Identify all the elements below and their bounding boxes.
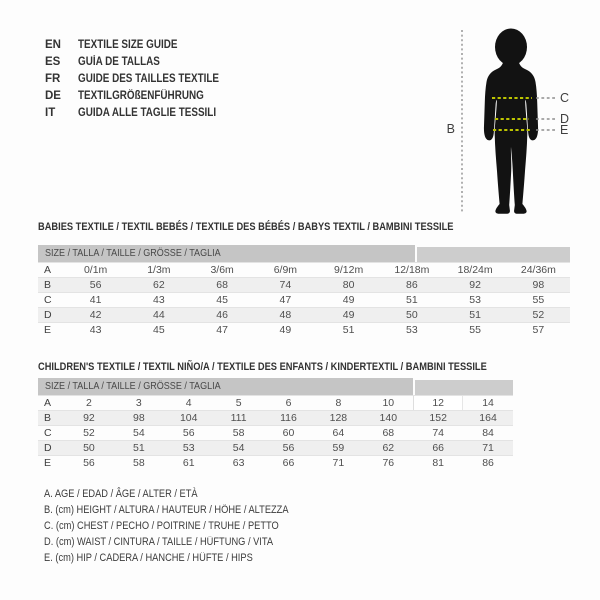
guide-title: GUIDE DES TAILLES TEXTILE	[78, 73, 220, 85]
size-cell: 52	[83, 427, 95, 439]
table-row	[38, 410, 513, 425]
size-cell: 0/1m	[83, 264, 108, 276]
row-label: B	[44, 279, 52, 291]
size-cell: 52	[532, 309, 545, 321]
size-cell: 46	[216, 309, 228, 321]
size-cell: 51	[406, 294, 418, 306]
size-cell: 53	[182, 442, 195, 454]
chest-label: C	[560, 91, 570, 105]
size-cell: 55	[532, 294, 545, 306]
language-title-list	[45, 37, 242, 122]
size-cell: 49	[342, 294, 355, 306]
children-table-title-text: CHILDREN'S TEXTILE / TEXTIL NIÑO/A / TEXTILE DES ENFANTS / KINDERTEXTIL / BAMBINI TESSILE	[38, 361, 487, 373]
legend-text: A. AGE / EDAD / ÂGE / ALTER / ETÀ	[44, 488, 198, 500]
header-bar-seam	[415, 245, 570, 262]
size-cell: 53	[406, 324, 418, 336]
legend-text: C. (cm) CHEST / PECHO / POITRINE / TRUHE / PETTO	[44, 520, 279, 532]
children-rows	[38, 395, 513, 470]
size-cell: 45	[216, 294, 228, 306]
height-label: B	[446, 122, 455, 136]
size-cell: 49	[342, 309, 355, 321]
size-cell: 47	[216, 324, 228, 336]
size-cell: 53	[469, 294, 481, 306]
size-cell: 61	[182, 457, 195, 469]
size-cell: 12/18m	[394, 264, 430, 276]
size-cell: 104	[179, 412, 198, 424]
legend-line-height	[44, 502, 328, 518]
language-row	[45, 54, 242, 71]
size-cell: 68	[216, 279, 228, 291]
babies-table-title	[38, 221, 521, 233]
row-label: A	[44, 264, 52, 276]
size-cell: 111	[230, 412, 247, 424]
size-cell: 43	[153, 294, 165, 306]
size-cell: 54	[132, 427, 145, 439]
size-header-label: SIZE / TALLA / TAILLE / GRÖSSE / TAGLIA	[45, 247, 221, 259]
row-label: C	[44, 427, 52, 439]
row-label: D	[44, 309, 52, 321]
row-label: E	[44, 324, 52, 336]
language-row	[45, 37, 242, 54]
size-cell: 56	[282, 442, 295, 454]
size-cell: 2	[86, 397, 92, 409]
size-cell: 6/9m	[273, 264, 298, 276]
size-cell: 86	[482, 457, 494, 469]
children-size-header-bar	[38, 378, 513, 395]
table-row	[38, 322, 570, 337]
row-label: E	[44, 457, 52, 469]
language-row	[45, 105, 242, 122]
size-header-label: SIZE / TALLA / TAILLE / GRÖSSE / TAGLIA	[45, 380, 221, 392]
size-cell: 92	[469, 279, 481, 291]
child-measurement-figure	[438, 12, 592, 224]
guide-title: GUÍA DE TALLAS	[78, 56, 160, 68]
size-cell: 8	[335, 397, 342, 409]
table-row	[38, 307, 570, 322]
hip-label: E	[560, 123, 569, 137]
size-cell: 3/6m	[210, 264, 234, 276]
table-row	[38, 262, 570, 277]
language-code: ES	[45, 56, 61, 68]
size-cell: 12	[413, 396, 463, 410]
size-cell: 81	[432, 457, 445, 469]
size-cell: 84	[482, 427, 494, 439]
children-table-title	[38, 361, 560, 373]
language-code: FR	[45, 73, 61, 85]
size-cell: 48	[279, 309, 292, 321]
size-cell: 92	[83, 412, 95, 424]
legend-line-hip	[44, 550, 328, 566]
waist-label: D	[560, 112, 570, 126]
legend-text: B. (cm) HEIGHT / ALTURA / HAUTEUR / HÖHE / ALTEZZA	[44, 504, 289, 516]
language-code: DE	[45, 90, 61, 102]
size-cell: 80	[342, 279, 355, 291]
size-cell: 116	[280, 412, 297, 424]
size-cell: 56	[182, 427, 195, 439]
language-code: EN	[45, 39, 61, 51]
babies-size-header-bar	[38, 245, 570, 262]
size-cell: 152	[429, 412, 447, 424]
babies-table-title-text: BABIES TEXTILE / TEXTIL BEBÉS / TEXTILE DES BÉBÉS / BABYS TEXTIL / BAMBINI TESSILE	[38, 221, 454, 233]
size-cell: 5	[235, 397, 242, 409]
header-bar-seam	[413, 378, 513, 395]
size-cell: 41	[89, 294, 102, 306]
size-cell: 18/24m	[457, 264, 493, 276]
size-cell: 98	[532, 279, 545, 291]
size-cell: 24/36m	[520, 264, 556, 276]
size-cell: 54	[232, 442, 245, 454]
size-cell: 76	[382, 457, 395, 469]
size-cell: 74	[432, 427, 445, 439]
size-cell: 10	[382, 397, 395, 409]
size-cell: 56	[89, 279, 102, 291]
row-label: D	[44, 442, 52, 454]
legend-text: E. (cm) HIP / CADERA / HANCHE / HÜFTE / HIPS	[44, 552, 253, 564]
table-row	[38, 277, 570, 292]
size-cell: 59	[332, 442, 345, 454]
size-cell: 42	[89, 309, 102, 321]
size-cell: 98	[132, 412, 145, 424]
size-cell: 56	[83, 457, 95, 469]
size-cell: 62	[153, 279, 165, 291]
table-row	[38, 440, 513, 455]
language-row	[45, 88, 242, 105]
language-code: IT	[45, 107, 56, 119]
size-cell: 51	[132, 442, 145, 454]
size-cell: 62	[382, 442, 395, 454]
size-cell: 68	[382, 427, 395, 439]
size-cell: 51	[469, 309, 481, 321]
size-cell: 51	[342, 324, 355, 336]
babies-rows	[38, 262, 570, 337]
size-cell: 63	[232, 457, 245, 469]
table-row	[38, 292, 570, 307]
row-label: B	[44, 412, 52, 424]
size-cell: 86	[406, 279, 418, 291]
size-cell: 74	[279, 279, 292, 291]
size-cell: 58	[132, 457, 145, 469]
size-cell: 50	[83, 442, 95, 454]
size-cell: 3	[135, 397, 142, 409]
size-cell: 45	[153, 324, 165, 336]
size-cell: 14	[482, 397, 494, 409]
size-cell: 57	[532, 324, 545, 336]
table-row	[38, 425, 513, 440]
table-row	[38, 395, 513, 410]
legend-line-age	[44, 486, 328, 502]
size-cell: 49	[279, 324, 292, 336]
size-cell: 9/12m	[334, 264, 364, 276]
size-cell: 6	[285, 397, 292, 409]
size-cell: 43	[89, 324, 102, 336]
size-cell: 66	[432, 442, 445, 454]
size-cell: 128	[329, 412, 348, 424]
legend-line-waist	[44, 534, 328, 550]
size-cell: 140	[379, 412, 398, 424]
guide-title: TEXTILGRÖßENFÜHRUNG	[78, 90, 204, 102]
size-cell: 66	[282, 457, 295, 469]
legend-line-chest	[44, 518, 328, 534]
size-cell: 164	[479, 412, 497, 424]
child-figure-svg	[438, 12, 592, 224]
size-cell: 47	[279, 294, 292, 306]
legend-text: D. (cm) WAIST / CINTURA / TAILLE / HÜFTUNG / VITA	[44, 536, 274, 548]
row-label: A	[44, 397, 52, 409]
size-cell: 64	[332, 427, 345, 439]
children-size-table	[38, 378, 513, 470]
language-row	[45, 71, 242, 88]
size-cell: 60	[282, 427, 295, 439]
size-cell: 58	[232, 427, 245, 439]
size-cell: 4	[185, 397, 192, 409]
table-row	[38, 455, 513, 470]
row-label: C	[44, 294, 52, 306]
guide-title: TEXTILE SIZE GUIDE	[78, 39, 178, 51]
size-cell: 44	[153, 309, 165, 321]
size-cell: 71	[332, 457, 345, 469]
size-cell: 71	[482, 442, 494, 454]
size-cell: 50	[406, 309, 418, 321]
guide-title: GUIDA ALLE TAGLIE TESSILI	[78, 107, 217, 119]
child-silhouette	[484, 58, 538, 214]
measurement-legend	[44, 486, 328, 566]
size-cell: 55	[469, 324, 481, 336]
babies-size-table	[38, 245, 570, 337]
size-cell: 1/3m	[147, 264, 171, 276]
